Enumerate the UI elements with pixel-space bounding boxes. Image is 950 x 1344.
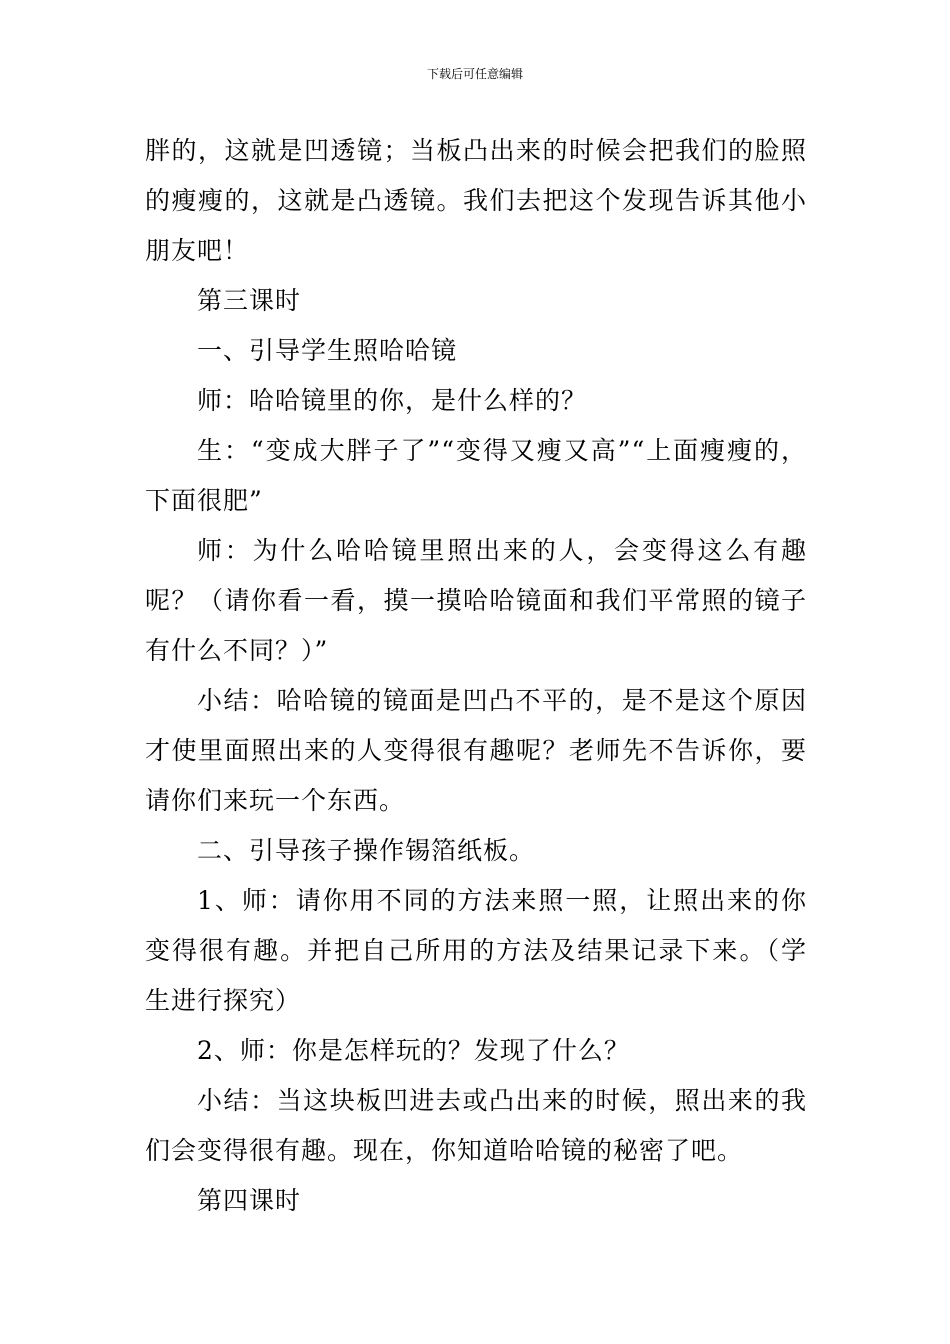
document-body (145, 126, 807, 1226)
heading-lesson-three: 第三课时 (197, 286, 302, 315)
paragraph-summary-1: 小结：哈哈镜的镜面是凹凸不平的，是不是这个原因才使里面照出来的人变得很有趣呢？老师先不告诉你，要请你们来玩一个东西。 (145, 686, 807, 815)
page-header: 下载后可任意编辑 (426, 67, 523, 81)
paragraph-teacher-question: 师：哈哈镜里的你，是什么样的？ (197, 386, 588, 415)
paragraph-summary-2: 小结：当这块板凹进去或凸出来的时候，照出来的我们会变得很有趣。现在，你知道哈哈镜的秘密了吧。 (145, 1086, 807, 1165)
heading-lesson-four: 第四课时 (197, 1186, 302, 1215)
paragraph-student-answer: 生：“变成大胖子了”“变得又瘦又高”“上面瘦瘦的，下面很肥” (145, 436, 807, 515)
section-heading-2: 二、引导孩子操作锡箔纸板。 (197, 836, 536, 865)
paragraph-continued: 胖的，这就是凹透镜；当板凸出来的时候会把我们的脸照的瘦瘦的，这就是凸透镜。我们去把这个发现告诉其他小朋友吧！ (145, 136, 807, 265)
paragraph-teacher-question-2: 师：为什么哈哈镜里照出来的人，会变得这么有趣呢？（请你看一看，摸一摸哈哈镜面和我们平常照的镜子有什么不同？）” (145, 536, 807, 665)
paragraph-step-1: 1、师：请你用不同的方法来照一照，让照出来的你变得很有趣。并把自己所用的方法及结果记录下来。（学生进行探究） (145, 886, 807, 1015)
section-heading-1: 一、引导学生照哈哈镜 (197, 336, 458, 365)
paragraph-step-2: 2、师：你是怎样玩的？发现了什么？ (197, 1036, 630, 1065)
